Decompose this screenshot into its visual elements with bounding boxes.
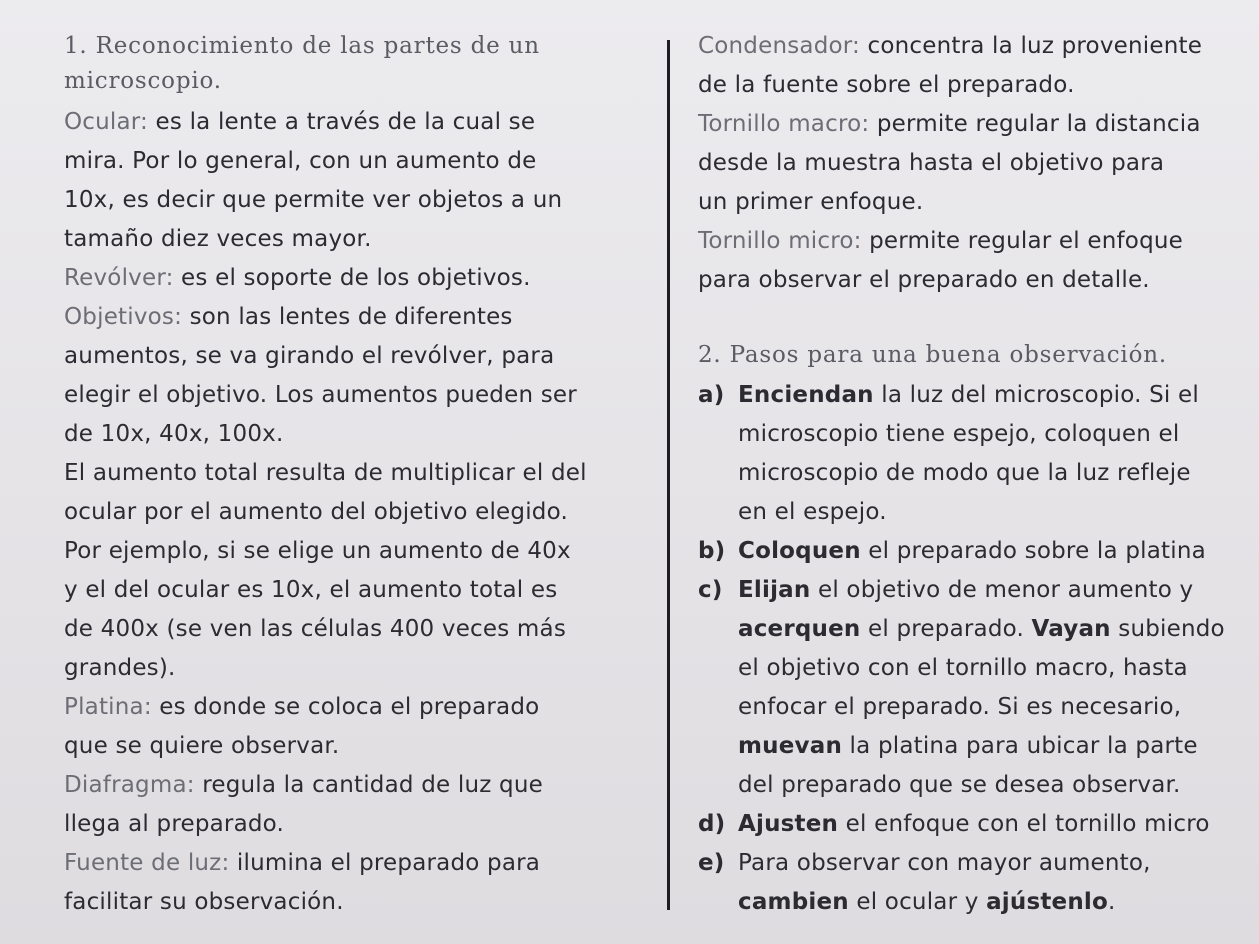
objetivos-line2: aumentos, se va girando el revólver, para: [64, 343, 555, 369]
step-e-line1: [698, 848, 1151, 878]
revolver-text1: es el soporte de los objetivos.: [173, 265, 531, 291]
step-a-line4: en el espejo.: [738, 499, 887, 525]
step-c-rest2b: subiendo: [1110, 616, 1225, 642]
micro-line2: para observar el preparado en detalle.: [698, 267, 1150, 293]
step-a-line1: [698, 380, 1199, 410]
step-b-marker: b): [698, 538, 726, 564]
step-c-line4: enfocar el preparado. Si es necesario,: [738, 694, 1182, 720]
fuente-line1: [64, 848, 540, 878]
step-b-rest1: el preparado sobre la platina: [860, 538, 1206, 564]
step-a-rest1: la luz del microscopio. Si el: [873, 382, 1199, 408]
step-b-line1: [698, 536, 1206, 566]
column-divider: [667, 40, 670, 910]
aumento-line3: Por ejemplo, si se elige un aumento de 40x: [64, 538, 571, 564]
micro-text1: permite regular el enfoque: [861, 228, 1184, 254]
condensador-term: Condensador:: [698, 33, 860, 59]
diafragma-text1: regula la cantidad de luz que: [194, 772, 543, 798]
step-c-marker: c): [698, 577, 723, 603]
step-d-marker: d): [698, 811, 726, 837]
objetivos-line3: elegir el objetivo. Los aumentos pueden ser: [64, 382, 577, 408]
aumento-line1: El aumento total resulta de multiplicar el del: [64, 460, 587, 486]
step-c-bold2: acerquen: [738, 616, 861, 642]
aumento-line4: y el del ocular es 10x, el aumento total es: [64, 577, 558, 603]
step-c-line2: [698, 614, 1225, 644]
aumento-line2: ocular por el aumento del objetivo elegido.: [64, 499, 568, 525]
micro-term: Tornillo micro:: [698, 228, 862, 254]
section2-title: 2. Pasos para una buena observación.: [698, 342, 1167, 368]
diafragma-line1: [64, 770, 543, 800]
ocular-line2: mira. Por lo general, con un aumento de: [64, 148, 537, 174]
condensador-text1: concentra la luz proveniente: [860, 33, 1203, 59]
step-c-bold4: muevan: [738, 733, 843, 759]
step-e-bold2: ajústenlo: [986, 889, 1108, 915]
step-c-line3: el objetivo con el tornillo macro, hasta: [738, 655, 1188, 681]
diafragma-line2: llega al preparado.: [64, 811, 285, 837]
step-c-line6: del preparado que se desea observar.: [738, 772, 1181, 798]
macro-text1: permite regular la distancia: [869, 111, 1201, 137]
step-a-text1: [698, 382, 1199, 408]
macro-term: Tornillo macro:: [698, 111, 870, 137]
ocular-line4: tamaño diez veces mayor.: [64, 226, 372, 252]
step-a-marker: a): [698, 382, 725, 408]
step-b-bold1: Coloquen: [738, 538, 861, 564]
fuente-term: Fuente de luz:: [64, 850, 230, 876]
step-c-rest5: la platina para ubicar la parte: [842, 733, 1198, 759]
condensador-line1: [698, 31, 1202, 61]
aumento-line6: grandes).: [64, 655, 176, 681]
revolver-term: Revólver:: [64, 265, 174, 291]
objetivos-line4: de 10x, 40x, 100x.: [64, 421, 284, 447]
objetivos-line1: [64, 302, 513, 332]
step-e-rest2a: el ocular y: [848, 889, 987, 915]
step-e-text1: Para observar con mayor aumento,: [738, 850, 1151, 876]
step-e-rest2b: .: [1108, 889, 1116, 915]
step-a-line2: microscopio tiene espejo, coloquen el: [738, 421, 1180, 447]
step-e-marker: e): [698, 850, 725, 876]
section1-title-line2: microscopio.: [64, 68, 222, 94]
macro-line1: [698, 109, 1201, 139]
macro-line2: desde la muestra hasta el objetivo para: [698, 150, 1165, 176]
step-c-line5: [698, 731, 1198, 761]
step-a-bold1: Enciendan: [738, 382, 874, 408]
aumento-line5: de 400x (se ven las células 400 veces más: [64, 616, 567, 642]
step-d-text1: [698, 811, 1210, 837]
step-d-line1: [698, 809, 1210, 839]
step-c-rest2a: el preparado.: [860, 616, 1032, 642]
macro-line3: un primer enfoque.: [698, 189, 924, 215]
fuente-line2: facilitar su observación.: [64, 889, 344, 915]
platina-term: Platina:: [64, 694, 152, 720]
fuente-text1: ilumina el preparado para: [229, 850, 541, 876]
section1-title-line1: 1. Reconocimiento de las partes de un: [64, 33, 540, 59]
step-d-bold1: Ajusten: [738, 811, 839, 837]
objetivos-term: Objetivos:: [64, 304, 183, 330]
condensador-line2: de la fuente sobre el preparado.: [698, 72, 1075, 98]
step-c-line1: [698, 575, 1193, 605]
platina-line2: que se quiere observar.: [64, 733, 340, 759]
step-e-line2: [698, 887, 1116, 917]
platina-line1: [64, 692, 539, 722]
ocular-text1: es la lente a través de la cual se: [148, 109, 536, 135]
step-c-text1: [698, 577, 1193, 603]
step-c-bold1: Elijan: [738, 577, 811, 603]
objetivos-text1: son las lentes de diferentes: [182, 304, 513, 330]
diafragma-term: Diafragma:: [64, 772, 195, 798]
ocular-line3: 10x, es decir que permite ver objetos a un: [64, 187, 563, 213]
micro-line1: [698, 226, 1183, 256]
step-b-text1: [698, 538, 1206, 564]
step-c-rest1: el objetivo de menor aumento y: [810, 577, 1194, 603]
ocular-term: Ocular:: [64, 109, 149, 135]
platina-text1: es donde se coloca el preparado: [151, 694, 540, 720]
step-c-bold3: Vayan: [1031, 616, 1111, 642]
ocular-line1: [64, 107, 535, 137]
step-e-bold1: cambien: [738, 889, 849, 915]
step-d-rest1: el enfoque con el tornillo micro: [838, 811, 1210, 837]
step-a-line3: microscopio de modo que la luz refleje: [738, 460, 1191, 486]
revolver-line1: [64, 263, 531, 293]
